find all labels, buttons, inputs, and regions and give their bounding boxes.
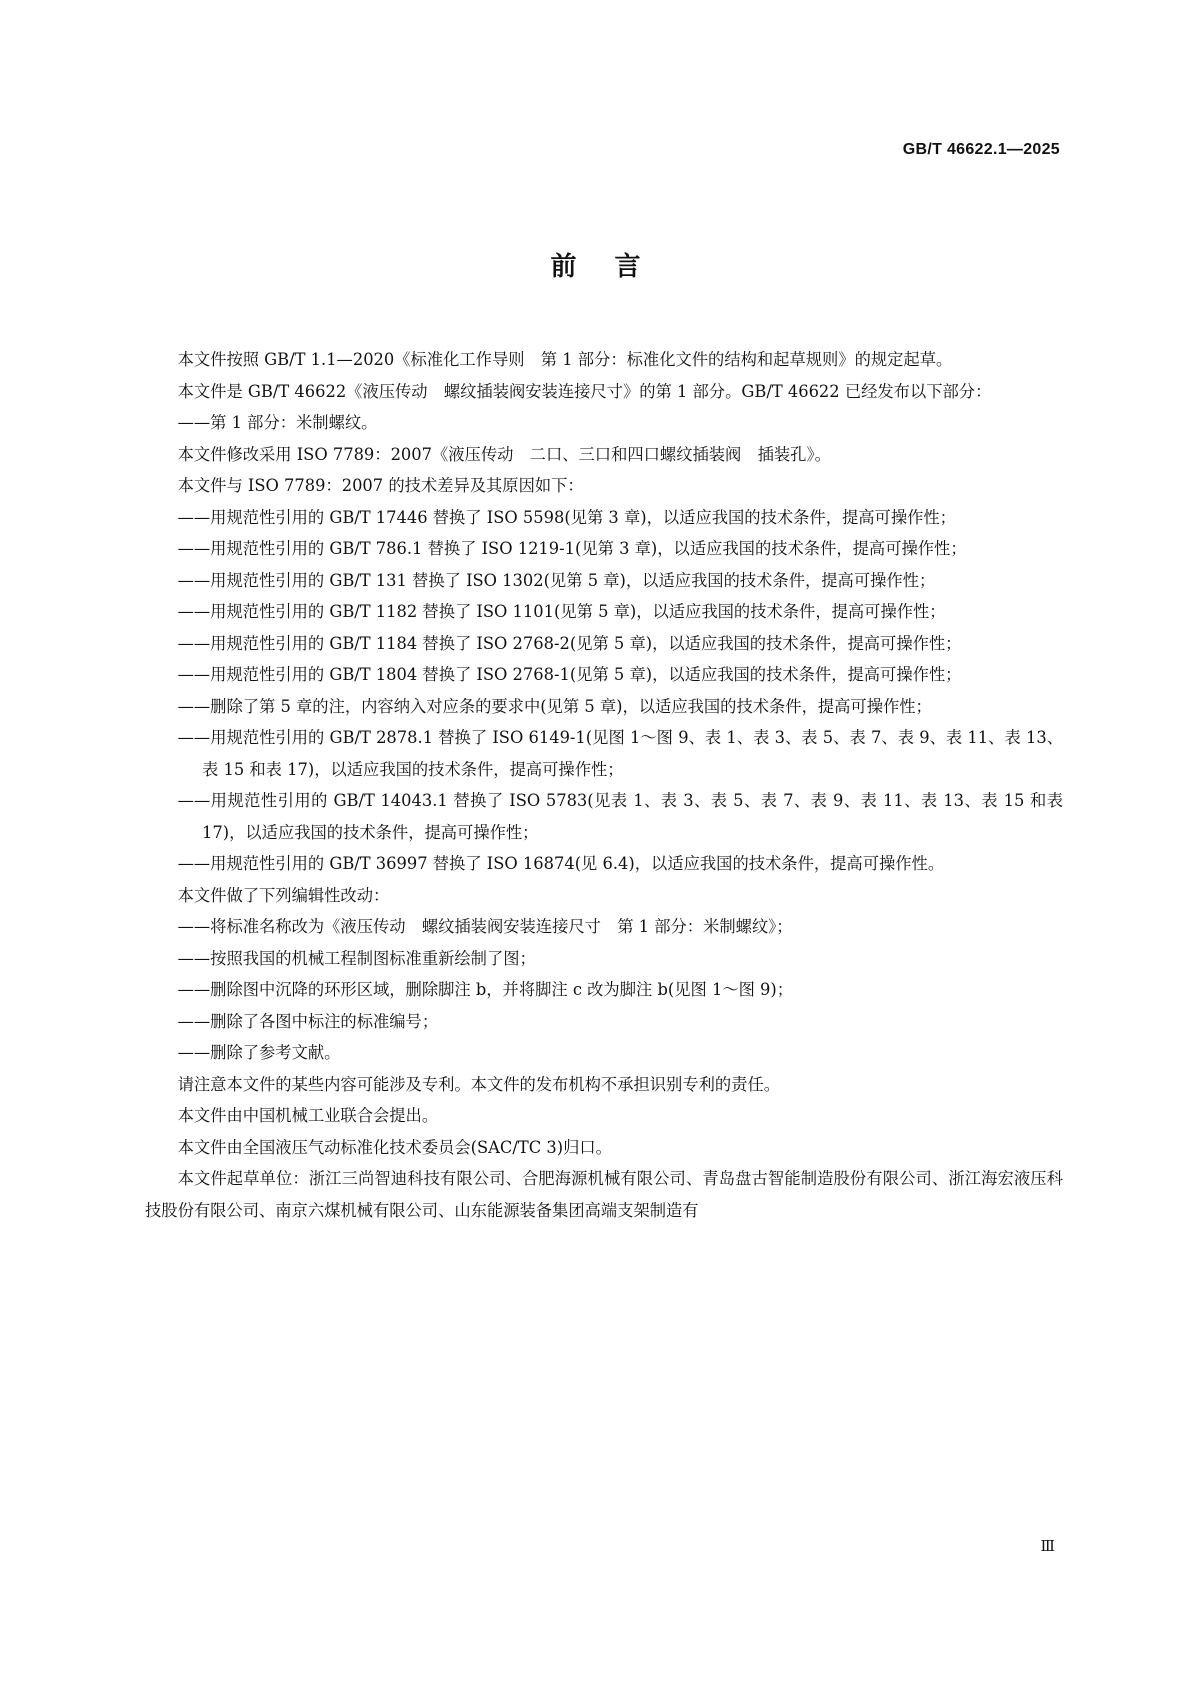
paragraph: 本文件起草单位：浙江三尚智迪科技有限公司、合肥海源机械有限公司、青岛盘古智能制造股份有限公司、浙江海宏液压科技股份有限公司、南京六煤机械有限公司、山东能源装备集团高端支架制造有 bbox=[145, 1169, 1063, 1220]
list-item: ——删除图中沉降的环形区域，删除脚注 b，并将脚注 c 改为脚注 b(见图 1～图 9)； bbox=[177, 980, 794, 999]
list-item: ——用规范性引用的 GB/T 14043.1 替换了 ISO 5783(见表 1、表 3、表 5、表 7、表 9、表 11、表 13、表 15 和表 17)，以适应我国的技术条件，提高可操作性； bbox=[177, 791, 1063, 842]
list-item: ——删除了参考文献。 bbox=[177, 1043, 341, 1062]
paragraph: 本文件由中国机械工业联合会提出。 bbox=[177, 1106, 439, 1125]
list-item: ——用规范性引用的 GB/T 36997 替换了 ISO 16874(见 6.4)，以适应我国的技术条件，提高可操作性。 bbox=[177, 854, 945, 873]
paragraph: 本文件与 ISO 7789：2007 的技术差异及其原因如下： bbox=[177, 476, 584, 495]
paragraph: 本文件是 GB/T 46622《液压传动 螺纹插装阀安装连接尺寸》的第 1 部分。GB/T 46622 已经发布以下部分： bbox=[177, 381, 992, 401]
list-item: ——用规范性引用的 GB/T 1182 替换了 ISO 1101(见第 5 章)，以适应我国的技术条件，提高可操作性； bbox=[177, 602, 946, 621]
paragraph: 本文件修改采用 ISO 7789：2007《液压传动 二口、三口和四口螺纹插装阀 插装孔》。 bbox=[177, 444, 831, 464]
paragraph: 本文件做了下列编辑性改动： bbox=[177, 885, 390, 905]
paragraph: 请注意本文件的某些内容可能涉及专利。本文件的发布机构不承担识别专利的责任。 bbox=[177, 1074, 781, 1094]
page-title: 前言 bbox=[550, 252, 679, 282]
standard-code: GB/T 46622.1—2025 bbox=[902, 141, 1060, 158]
list-item: ——用规范性引用的 GB/T 1804 替换了 ISO 2768-1(见第 5 章)，以适应我国的技术条件，提高可操作性； bbox=[177, 665, 962, 684]
list-item: ——用规范性引用的 GB/T 2878.1 替换了 ISO 6149-1(见图 1～图 9、表 1、表 3、表 5、表 7、表 9、表 11、表 13、表 15 和表 17)，以适应我国的技术条件，提高可操作性； bbox=[177, 728, 1063, 779]
list-item: ——用规范性引用的 GB/T 131 替换了 ISO 1302(见第 5 章)，以适应我国的技术条件，提高可操作性； bbox=[177, 570, 936, 590]
list-item: ——用规范性引用的 GB/T 17446 替换了 ISO 5598(见第 3 章)，以适应我国的技术条件，提高可操作性； bbox=[177, 507, 956, 527]
document-body bbox=[145, 344, 1063, 1226]
paragraph: 本文件按照 GB/T 1.1—2020《标准化工作导则 第 1 部分：标准化文件的结构和起草规则》的规定起草。 bbox=[177, 350, 953, 369]
list-item: ——用规范性引用的 GB/T 786.1 替换了 ISO 1219-1(见第 3 章)，以适应我国的技术条件，提高可操作性； bbox=[177, 539, 967, 558]
list-item: ——删除了第 5 章的注，内容纳入对应条的要求中(见第 5 章)，以适应我国的技术条件，提高可操作性； bbox=[177, 696, 932, 716]
list-item: ——按照我国的机械工程制图标准重新绘制了图； bbox=[177, 948, 536, 968]
list-item: ——将标准名称改为《液压传动 螺纹插装阀安装连接尺寸 第 1 部分：米制螺纹》； bbox=[177, 917, 793, 936]
list-item: ——删除了各图中标注的标准编号； bbox=[177, 1011, 439, 1031]
list-item: ——用规范性引用的 GB/T 1184 替换了 ISO 2768-2(见第 5 章)，以适应我国的技术条件，提高可操作性； bbox=[177, 633, 962, 653]
page-number: Ⅲ bbox=[1040, 1537, 1055, 1555]
list-item: ——第 1 部分：米制螺纹。 bbox=[177, 413, 378, 432]
paragraph: 本文件由全国液压气动标准化技术委员会(SAC/TC 3)归口。 bbox=[177, 1137, 612, 1157]
